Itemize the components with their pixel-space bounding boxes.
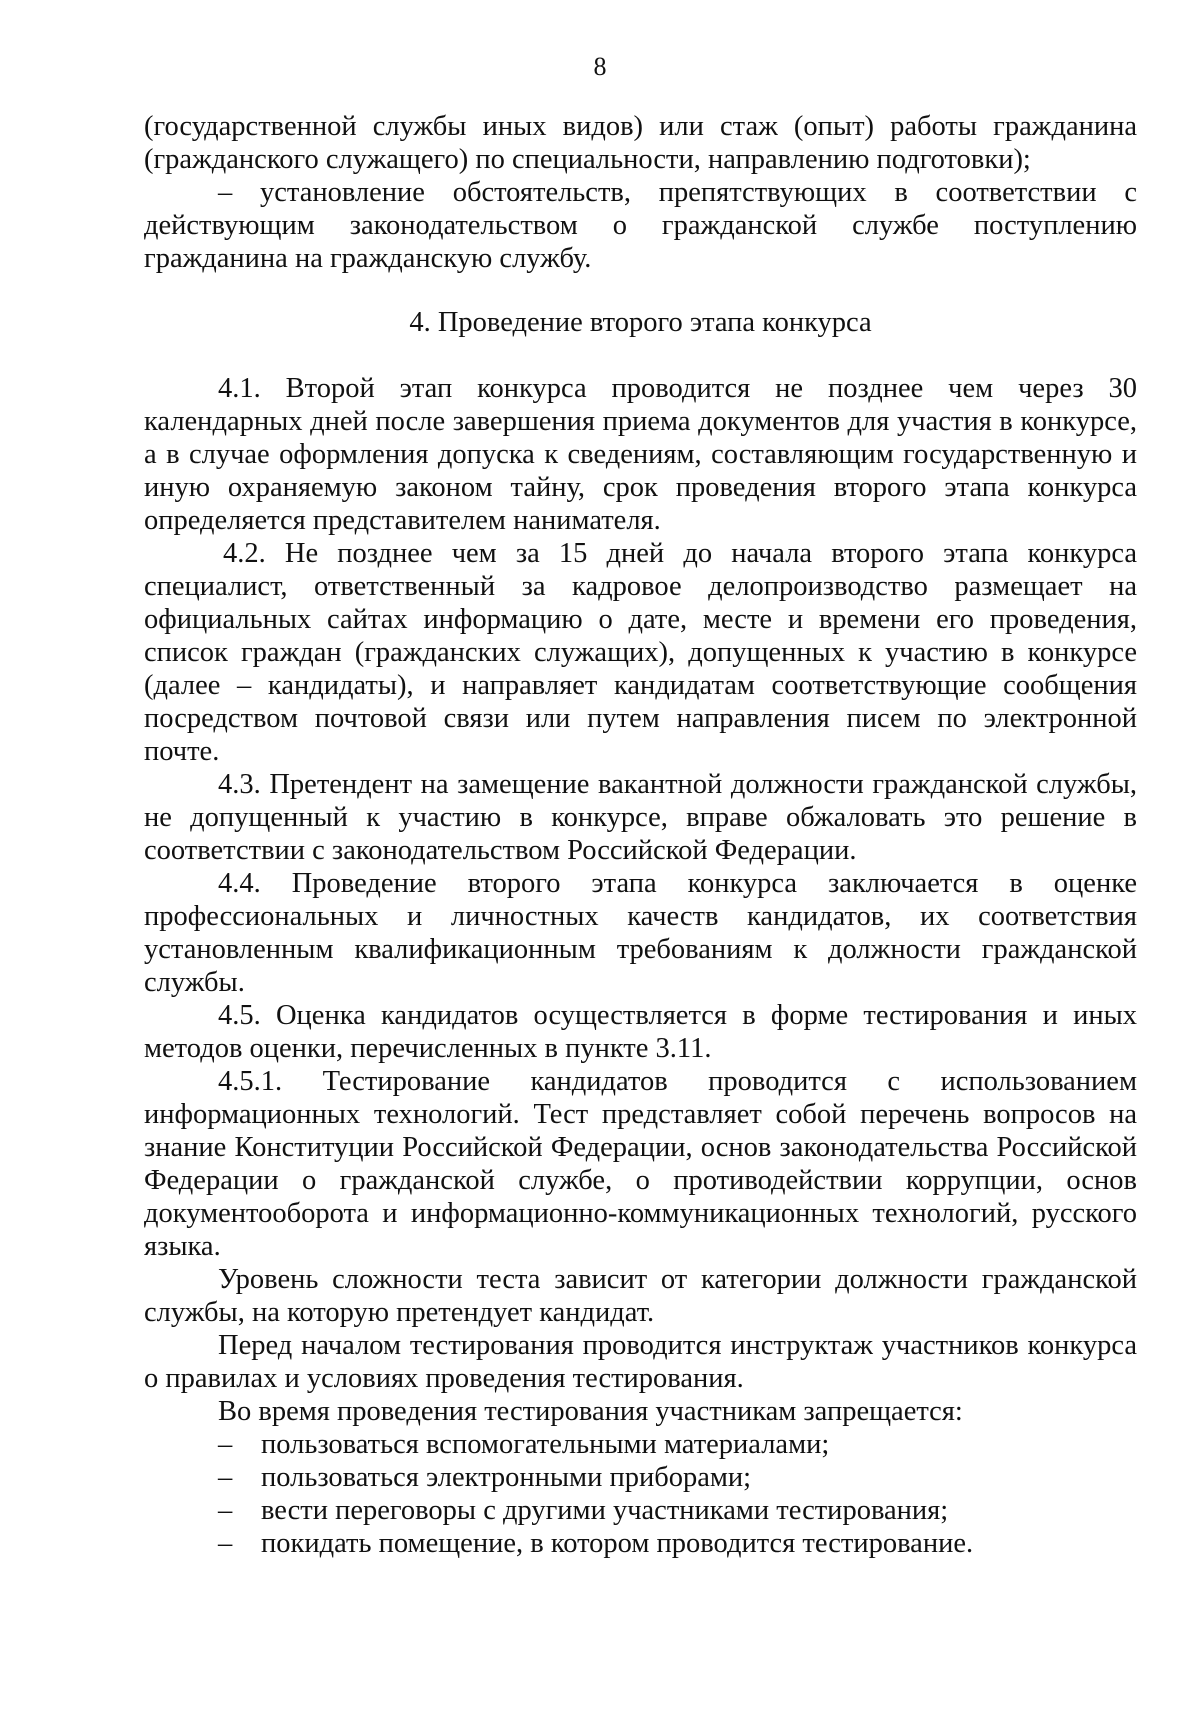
paragraph-4-3: 4.3. Претендент на замещение вакантной должности гражданской службы, не допущенный к участию в конкурсе, вправе обжаловать это решение в соответствии с законодательством Российской Федерации. bbox=[144, 769, 1137, 866]
paragraph-prohibited-intro: Во время проведения тестирования участникам запрещается: bbox=[218, 1396, 963, 1427]
paragraph-test-difficulty: Уровень сложности теста зависит от категории должности гражданской службы, на которую претендует кандидат. bbox=[144, 1264, 1137, 1328]
bullet-dash: – bbox=[218, 1495, 233, 1526]
paragraph-4-5-1: 4.5.1. Тестирование кандидатов проводится с использованием информационных технологий. Тест представляет собой перечень вопросов на знание Конституции Российской Федерации, основ законодательства Российской Федерации о гражданской службе, о противодействии коррупции, основ документооборота и информационно-коммуникационных технологий, русского языка. bbox=[144, 1066, 1137, 1262]
list-item-text: пользоваться электронными приборами; bbox=[261, 1462, 752, 1493]
list-item bbox=[218, 1428, 1137, 1461]
bullet-dash: – bbox=[218, 1429, 233, 1460]
bullet-dash: – bbox=[218, 1462, 233, 1493]
document-body bbox=[144, 110, 1137, 1560]
paragraph-4-4: 4.4. Проведение второго этапа конкурса заключается в оценке профессиональных и личностных качеств кандидатов, их соответствия установленным квалификационным требованиям к должности гражданской службы. bbox=[144, 868, 1137, 998]
paragraph-4-1: 4.1. Второй этап конкурса проводится не позднее чем через 30 календарных дней после завершения приема документов для участия в конкурсе, а в случае оформления допуска к сведениям, составляющим государственную и иную охраняемую законом тайну, срок проведения второго этапа конкурса определяется представителем нанимателя. bbox=[144, 373, 1137, 536]
list-item-text: вести переговоры с другими участниками тестирования; bbox=[261, 1495, 949, 1526]
paragraph-instruction: Перед началом тестирования проводится инструктаж участников конкурса о правилах и условиях проведения тестирования. bbox=[144, 1330, 1137, 1394]
paragraph-dash-item: – установление обстоятельств, препятствующих в соответствии с действующим законодательством о гражданской службе поступлению гражданина на гражданскую службу. bbox=[144, 177, 1137, 274]
prohibited-list bbox=[144, 1428, 1137, 1560]
paragraph-4-2: 4.2. Не позднее чем за 15 дней до начала второго этапа конкурса специалист, ответственный за кадровое делопроизводство размещает на официальных сайтах информацию о дате, месте и времени его проведения, список граждан (гражданских служащих), допущенных к участию в конкурсе (далее – кандидаты), и направляет кандидатам соответствующие сообщения посредством почтовой связи или путем направления писем по электронной почте. bbox=[144, 538, 1137, 767]
paragraph-4-5: 4.5. Оценка кандидатов осуществляется в форме тестирования и иных методов оценки, перечисленных в пункте 3.11. bbox=[144, 1000, 1137, 1064]
list-item bbox=[218, 1461, 1137, 1494]
paragraph-continuation: (государственной службы иных видов) или стаж (опыт) работы гражданина (гражданского служащего) по специальности, направлению подготовки); bbox=[144, 111, 1137, 175]
bullet-dash: – bbox=[218, 1528, 233, 1559]
page-number: 8 bbox=[593, 52, 607, 81]
list-item bbox=[218, 1527, 1137, 1560]
list-item-text: пользоваться вспомогательными материалами; bbox=[261, 1429, 830, 1460]
list-item bbox=[218, 1494, 1137, 1527]
section-heading: 4. Проведение второго этапа конкурса bbox=[409, 307, 872, 338]
list-item-text: покидать помещение, в котором проводится тестирование. bbox=[261, 1528, 974, 1559]
